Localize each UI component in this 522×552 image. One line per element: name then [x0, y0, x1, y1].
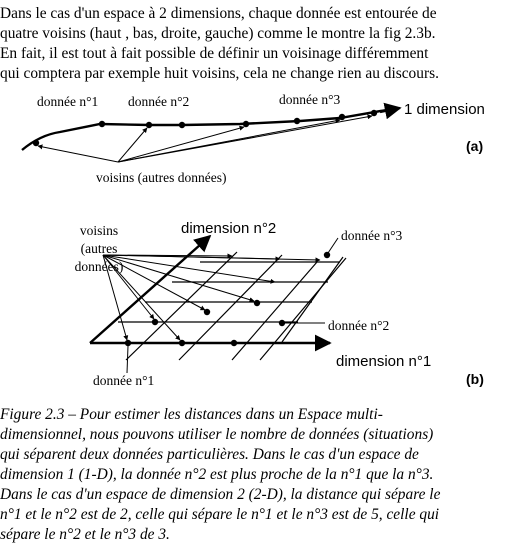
- label-b-d1: donnée n°1: [93, 373, 155, 388]
- caption-line: sépare le n°2 et le n°3 de 3.: [0, 526, 170, 543]
- point-b-neighbor: [179, 340, 185, 346]
- point-a-d2: [146, 122, 152, 128]
- label-b-axis-1: dimension n°1: [336, 353, 432, 370]
- label-a-d3: donnée n°3: [279, 92, 341, 107]
- grid-line: [179, 255, 282, 360]
- label-a-neighbors: voisins (autres données): [96, 170, 227, 185]
- one-d-neighbor-arrows: [38, 116, 372, 162]
- point-b-d1: [125, 340, 131, 346]
- intro-line: En fait, il est tout à fait possible de définir un voisinage différemment: [0, 45, 429, 62]
- point-a-neighbor: [33, 140, 39, 146]
- label-a-axis: 1 dimension: [404, 101, 485, 118]
- point-b-neighbor: [231, 340, 237, 346]
- intro-line: qui comptera par exemple huit voisins, cela ne change rien au discours.: [0, 65, 439, 82]
- caption-line: dimension 1 (1-D), la donnée n°2 est plus proche de la n°1 que la n°3.: [0, 466, 434, 483]
- grid-line: [260, 258, 346, 360]
- caption-line: qui séparent deux données particulières. Dans le cas d'un espace de: [0, 446, 419, 463]
- grid-points: [125, 252, 330, 346]
- label-b-neighbors-1: voisins: [79, 223, 119, 238]
- two-d-neighbor-arrows: [103, 238, 338, 373]
- point-a-d3: [294, 118, 300, 124]
- point-a-neighbor: [339, 114, 345, 120]
- panel-b: [75, 220, 484, 388]
- point-a-d2b: [179, 122, 185, 128]
- caption-line: dimensionnel, nous pouvons utiliser le nombre de données (situations): [0, 426, 434, 443]
- label-a-d1: donnée n°1: [37, 94, 99, 109]
- point-b-neighbor: [152, 319, 158, 325]
- leader-line: [127, 346, 128, 373]
- label-b-neighbors-3: données): [74, 259, 124, 274]
- point-b-d2: [279, 320, 285, 326]
- arrow: [118, 127, 244, 162]
- point-a-neighbor: [243, 121, 249, 127]
- point-a-d1: [99, 121, 105, 127]
- label-a-d2: donnée n°2: [128, 94, 190, 109]
- point-b-neighbor: [254, 300, 260, 306]
- figure-caption: [0, 405, 522, 545]
- caption-line: Figure 2.3 – Pour estimer les distances dans un Espace multi-: [0, 406, 383, 423]
- panel-b-tag: (b): [466, 371, 484, 387]
- intro-line: quatre voisins (haut , bas, droite, gauche) comme le montre la fig 2.3b.: [0, 25, 436, 42]
- intro-line: Dans le cas d'un espace à 2 dimensions, chaque donnée est entourée de: [0, 5, 437, 22]
- panel-a-tag: (a): [466, 138, 484, 154]
- caption-line: n°1 et le n°2 est de 2, celle qui sépare le n°1 et le n°3 est de 5, celle qui: [0, 506, 440, 523]
- label-b-d2: donnée n°2: [328, 318, 390, 333]
- label-b-neighbors-2: (autres: [80, 241, 118, 256]
- point-b-d3: [324, 252, 330, 258]
- arrow: [38, 146, 118, 162]
- leader-line: [328, 238, 338, 253]
- label-b-d3: donnée n°3: [341, 228, 403, 243]
- point-a-neighbor: [371, 110, 377, 116]
- panel-a: [22, 92, 485, 185]
- label-b-axis-2: dimension n°2: [181, 220, 277, 237]
- caption-line: Dans le cas d'un espace de dimension 2 (2-D), la distance qui sépare le: [0, 486, 441, 503]
